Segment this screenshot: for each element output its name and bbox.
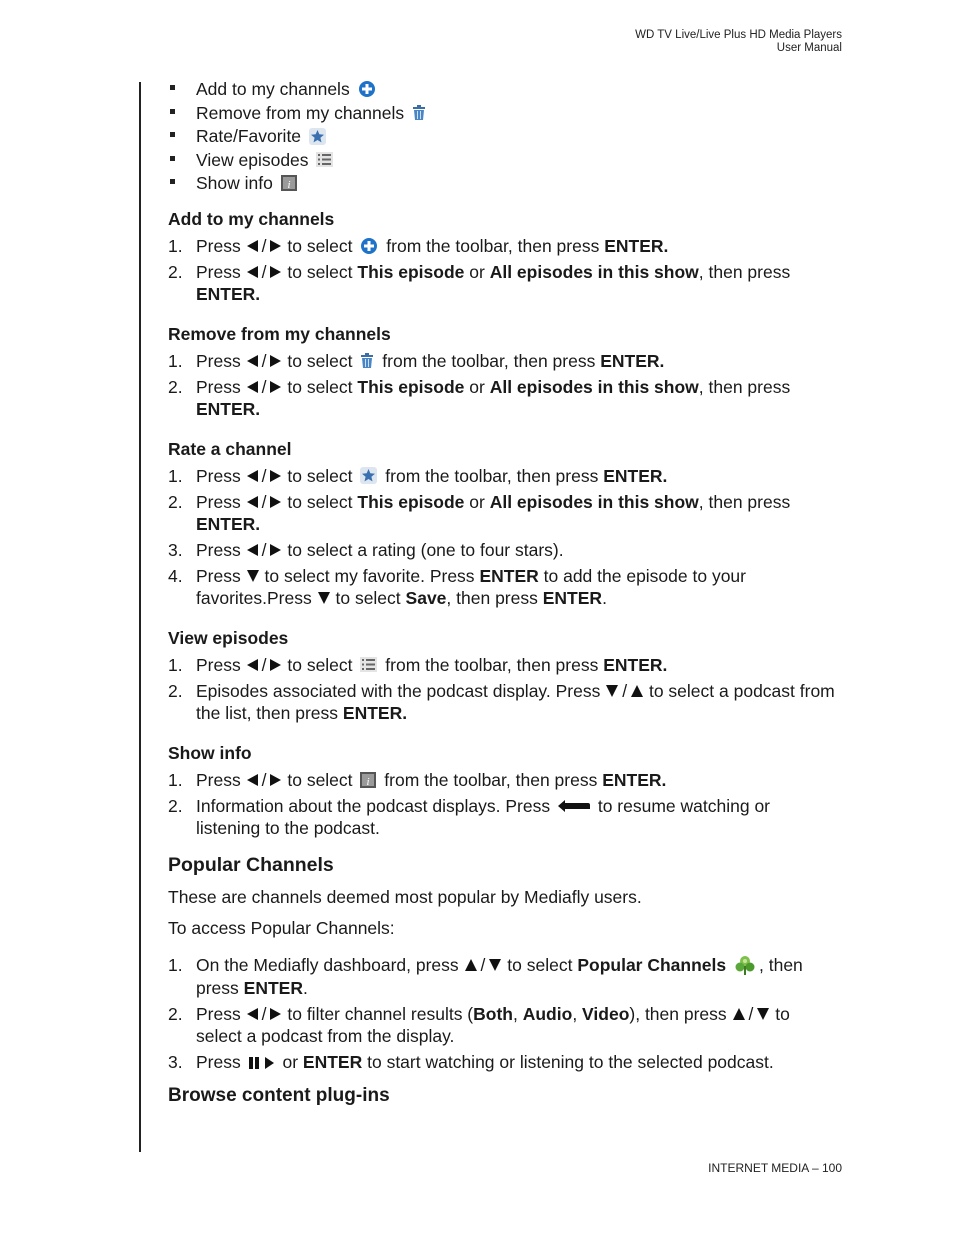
right-arrow-icon xyxy=(270,355,281,367)
remove-steps xyxy=(168,350,838,420)
option-list xyxy=(168,78,838,196)
bullet-label: Add to my channels xyxy=(196,79,350,99)
section-heading-popular: Popular Channels xyxy=(168,853,334,876)
left-arrow-icon xyxy=(247,1008,258,1020)
list-item: 1. Press / to select from the toolbar, then press ENTER. xyxy=(168,465,668,486)
page-header xyxy=(635,29,842,55)
left-arrow-icon xyxy=(247,355,258,367)
right-arrow-icon xyxy=(270,659,281,671)
left-arrow-icon xyxy=(247,659,258,671)
margin-rule xyxy=(139,82,141,1152)
list-item: 2. Press / to select This episode or All episodes in this show, then press ENTER. xyxy=(168,261,791,304)
trash-icon xyxy=(412,105,426,121)
section-heading-rate: Rate a channel xyxy=(168,438,292,459)
left-arrow-icon xyxy=(247,496,258,508)
right-arrow-icon xyxy=(270,266,281,278)
section-heading-add: Add to my channels xyxy=(168,208,335,229)
right-arrow-icon xyxy=(270,496,281,508)
list-item: 1. On the Mediafly dashboard, press / to select Popular Channels , then press ENTER. xyxy=(168,954,803,998)
list-item: 3. Press or ENTER to start watching or listening to the selected podcast. xyxy=(168,1051,774,1072)
popular-access-text: To access Popular Channels: xyxy=(168,917,395,938)
down-arrow-icon xyxy=(247,570,259,582)
list-item xyxy=(168,78,838,102)
bullet-label: View episodes xyxy=(196,149,309,170)
bullet-label: Remove from my channels xyxy=(196,102,405,123)
left-arrow-icon xyxy=(247,470,258,482)
up-arrow-icon xyxy=(733,1008,745,1020)
list-item: 1. Press / to select from the toolbar, then press ENTER. xyxy=(168,350,665,371)
footer-separator: – xyxy=(808,1161,822,1175)
left-arrow-icon xyxy=(247,240,258,252)
popular-channels-icon xyxy=(734,954,756,976)
back-arrow-icon xyxy=(558,800,590,812)
add-steps xyxy=(168,235,838,305)
info-icon xyxy=(360,772,376,788)
rate-steps xyxy=(168,465,838,609)
down-arrow-icon xyxy=(606,685,618,697)
list-item: 2. Episodes associated with the podcast display. Press / to select a podcast from the list, then press ENTER. xyxy=(168,680,835,723)
page-footer xyxy=(708,1161,842,1175)
section-heading-info: Show info xyxy=(168,742,252,763)
view-steps xyxy=(168,654,838,724)
rate-icon xyxy=(309,128,326,145)
list-item xyxy=(168,102,838,126)
list-item: 4. Press to select my favorite. Press ENTER to add the episode to your favorites.Press to select Save, then press ENTER. xyxy=(168,565,746,608)
bullet-label: Show info xyxy=(196,173,273,193)
footer-section: INTERNET MEDIA xyxy=(708,1161,809,1175)
section-heading-view: View episodes xyxy=(168,627,289,648)
down-arrow-icon xyxy=(489,959,501,971)
popular-steps xyxy=(168,954,838,1073)
list-item: 1. Press / to select i from the toolbar, then press ENTER. xyxy=(168,769,667,790)
page-content xyxy=(168,78,838,1107)
manual-subtitle: User Manual xyxy=(776,42,842,54)
episodes-list-icon xyxy=(316,152,333,167)
bullet-label: Rate/Favorite xyxy=(196,126,302,146)
list-item: 2. Information about the podcast displays. Press to resume watching or listening to the podcast. xyxy=(168,795,771,838)
svg-text:i: i xyxy=(287,179,291,192)
up-arrow-icon xyxy=(631,685,643,697)
right-arrow-icon xyxy=(270,240,281,252)
list-item: 2. Press / to select This episode or All episodes in this show, then press ENTER. xyxy=(168,491,791,534)
left-arrow-icon xyxy=(247,544,258,556)
left-arrow-icon xyxy=(247,266,258,278)
list-item: 1. Press / to select from the toolbar, then press ENTER. xyxy=(168,654,668,675)
popular-intro: These are channels deemed most popular by Mediafly users. xyxy=(168,886,642,907)
section-heading-remove: Remove from my channels xyxy=(168,323,391,344)
info-steps xyxy=(168,769,838,839)
left-arrow-icon xyxy=(247,381,258,393)
add-icon xyxy=(360,237,378,255)
list-item xyxy=(168,172,838,196)
right-arrow-icon xyxy=(270,544,281,556)
right-arrow-icon xyxy=(270,774,281,786)
down-arrow-icon xyxy=(318,592,330,604)
section-heading-browse: Browse content plug-ins xyxy=(168,1084,390,1106)
page-number: 100 xyxy=(821,1161,842,1175)
list-item xyxy=(168,149,838,173)
trash-icon xyxy=(360,353,374,369)
left-arrow-icon xyxy=(247,774,258,786)
down-arrow-icon xyxy=(757,1008,769,1020)
list-item: 1. Press / to select from the toolbar, then press ENTER. xyxy=(168,235,669,256)
list-item xyxy=(168,125,838,149)
play-pause-icon xyxy=(249,1056,275,1069)
episodes-list-icon xyxy=(360,657,377,672)
manual-title: WD TV Live/Live Plus HD Media Players xyxy=(635,29,842,41)
right-arrow-icon xyxy=(270,1008,281,1020)
right-arrow-icon xyxy=(270,381,281,393)
up-arrow-icon xyxy=(465,959,477,971)
rate-icon xyxy=(360,467,377,484)
list-item: 2. Press / to select This episode or All episodes in this show, then press ENTER. xyxy=(168,376,791,419)
list-item: 3. Press / to select a rating (one to four stars). xyxy=(168,539,564,560)
info-icon xyxy=(281,175,297,191)
right-arrow-icon xyxy=(270,470,281,482)
add-icon xyxy=(358,80,376,98)
svg-text:i: i xyxy=(366,775,370,788)
list-item: 2. Press / to filter channel results (Both, Audio, Video), then press / to select a podcast from the display. xyxy=(168,1003,790,1046)
